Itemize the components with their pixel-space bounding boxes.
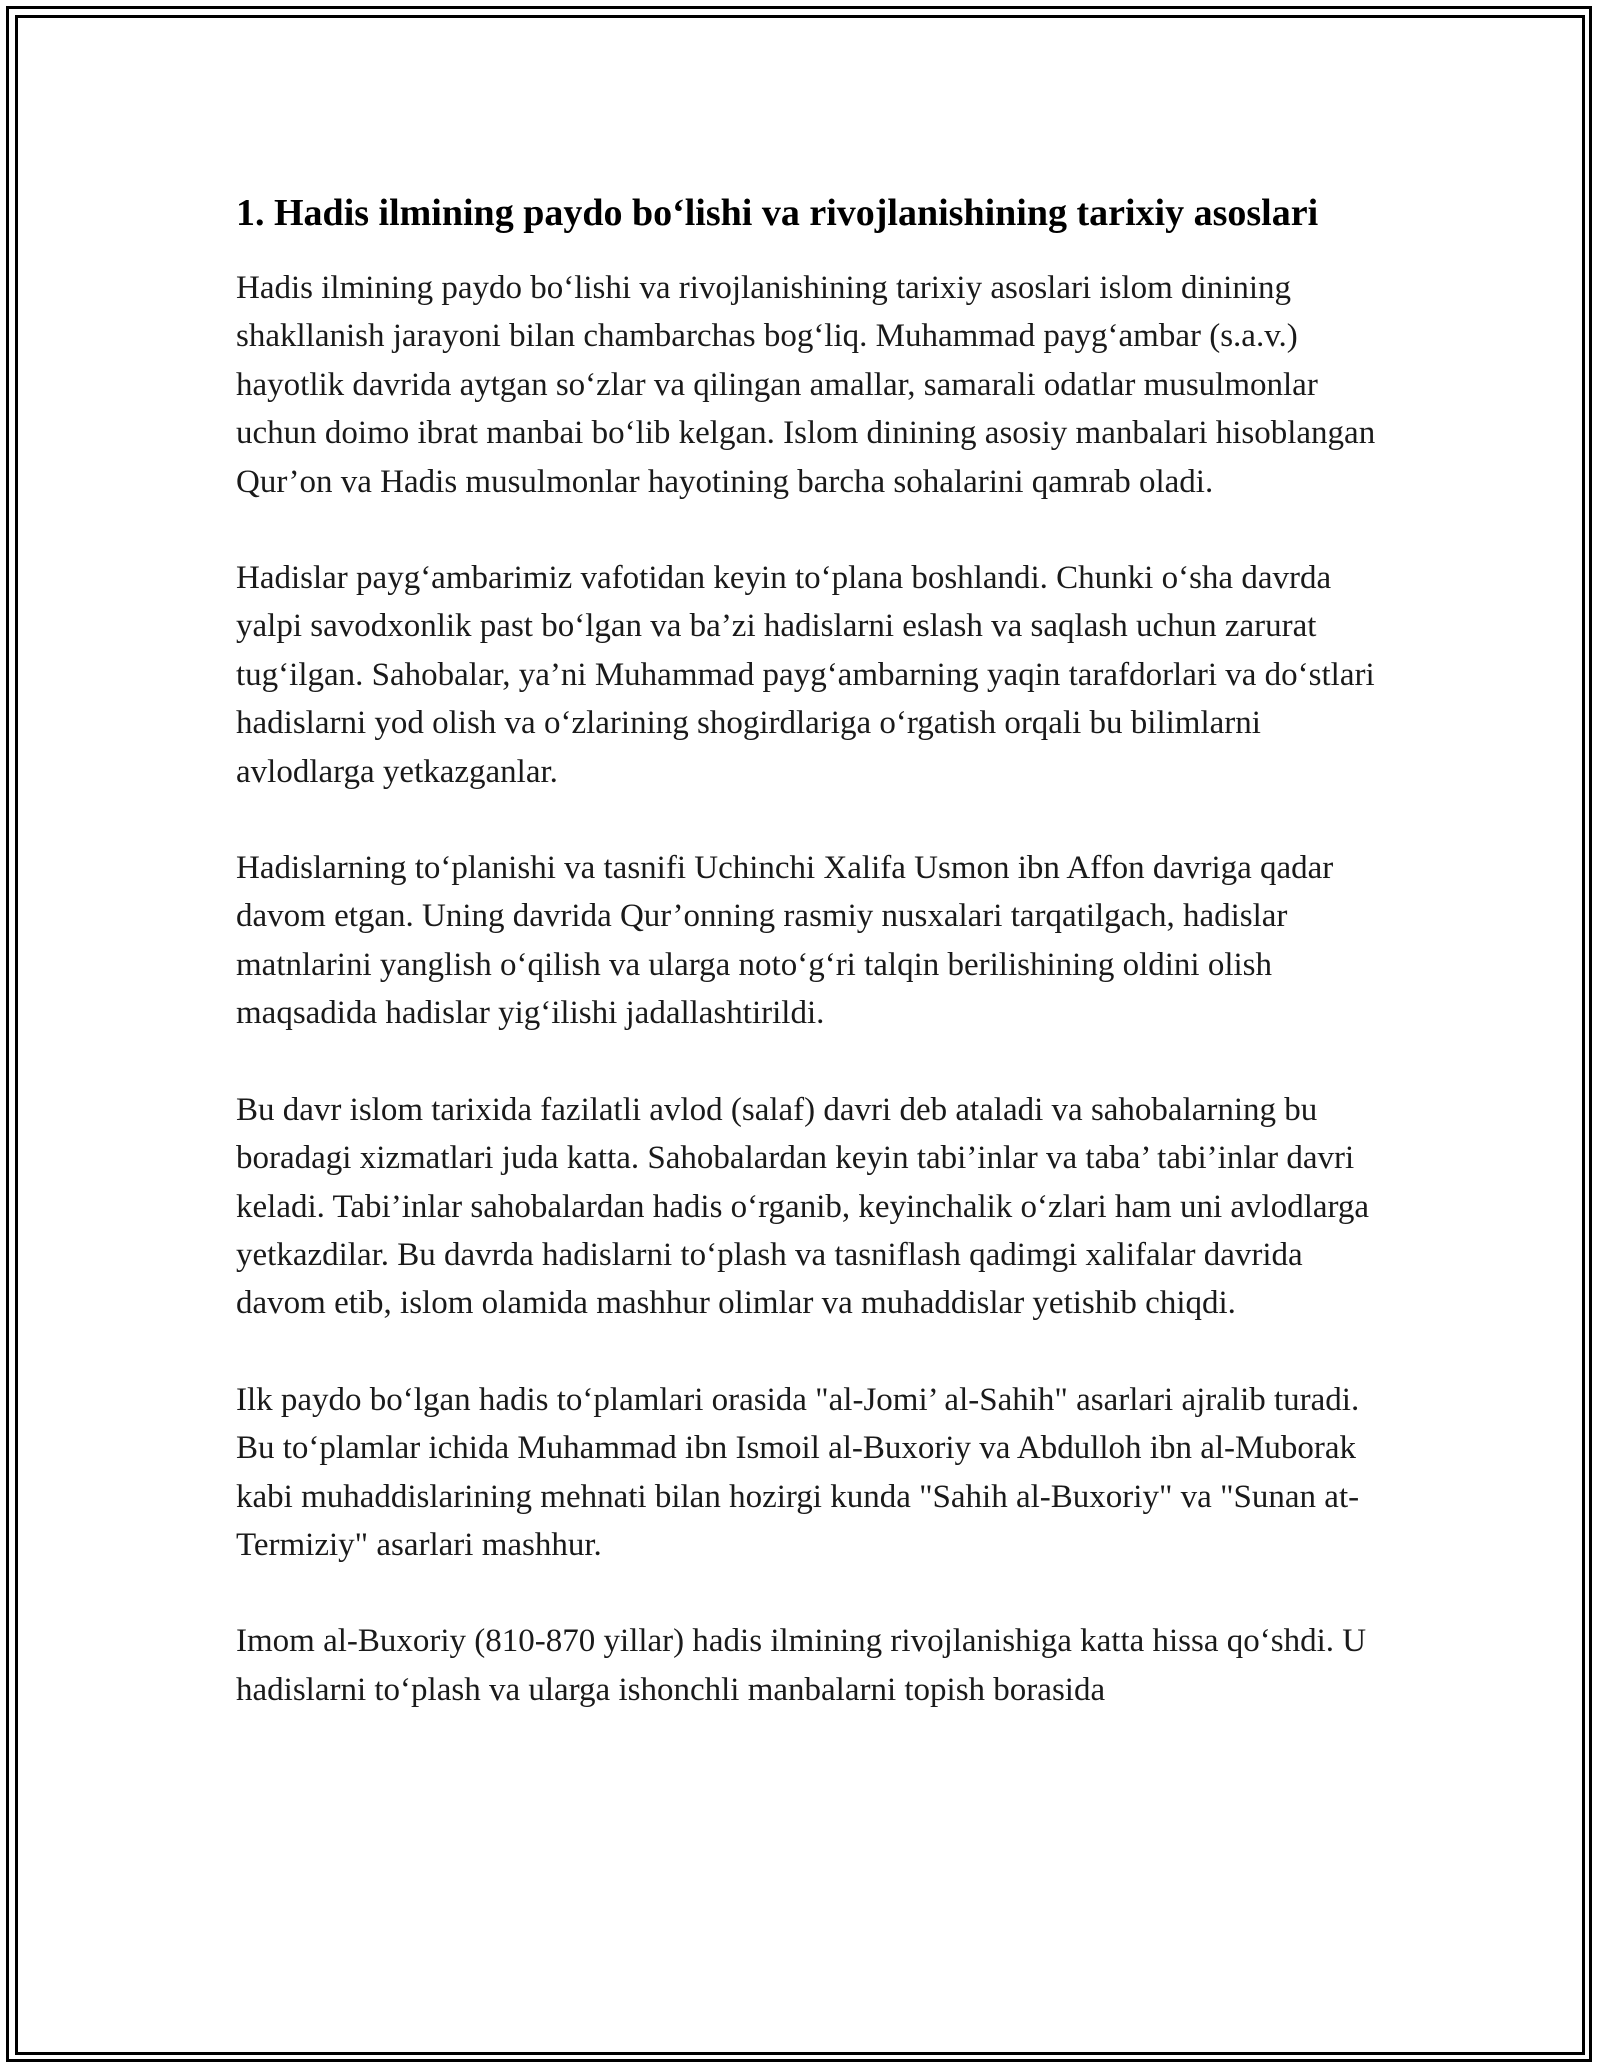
document-body bbox=[236, 186, 1376, 1714]
paragraph-6: Imom al-Buxoriy (810-870 yillar) hadis ilmining rivojlanishiga katta hissa qoʻshdi. U hadislarni toʻplash va ularga ishonchli manbalarni topish borasida bbox=[236, 1623, 1367, 1708]
section-heading: 1. Hadis ilmining paydo boʻlishi va rivojlanishining tarixiy asoslari bbox=[236, 192, 1319, 234]
paragraph-1: Hadis ilmining paydo boʻlishi va rivojlanishining tarixiy asoslari islom dinining shakllanish jarayoni bilan chambarchas bogʻliq. Muhammad paygʻambar (s.a.v.) hayotlik davrida aytgan soʻzlar va qilingan amallar, samarali odatlar musulmonlar uchun doimo ibrat manbai boʻlib kelgan. Islom dinining asosiy manbalari hisoblangan Qur’on va Hadis musulmonlar hayotining barcha sohalarini qamrab oladi. bbox=[236, 270, 1376, 500]
paragraph-3: Hadislarning toʻplanishi va tasnifi Uchinchi Xalifa Usmon ibn Affon davriga qadar davom etgan. Uning davrida Qur’onning rasmiy nusxalari tarqatilgach, hadislar matnlarini yanglish oʻqilish va ularga notoʻgʻri talqin berilishining oldini olish maqsadida hadislar yigʻilishi jadallashtirildi. bbox=[236, 850, 1334, 1032]
paragraph-4: Bu davr islom tarixida fazilatli avlod (salaf) davri deb ataladi va sahobalarning bu boradagi xizmatlari juda katta. Sahobalardan keyin tabi’inlar va taba’ tabi’inlar davri keladi. Tabi’inlar sahobalardan hadis oʻrganib, keyinchalik oʻzlari ham uni avlodlarga yetkazdilar. Bu davrda hadislarni toʻplash va tasniflash qadimgi xalifalar davrida davom etib, islom olamida mashhur olimlar va muhaddislar yetishib chiqdi. bbox=[236, 1091, 1370, 1322]
paragraph-5: Ilk paydo boʻlgan hadis toʻplamlari orasida "al-Jomi’ al-Sahih" asarlari ajralib turadi. Bu toʻplamlar ichida Muhammad ibn Ismoil al-Buxoriy va Abdulloh ibn al-Muborak kabi muhaddislarining mehnati bilan hozirgi kunda "Sahih al-Buxoriy" va "Sunan at-Termiziy" asarlari mashhur. bbox=[236, 1381, 1360, 1563]
paragraph-2: Hadislar paygʻambarimiz vafotidan keyin toʻplana boshlandi. Chunki oʻsha davrda yalpi savodxonlik past boʻlgan va ba’zi hadislarni eslash va saqlash uchun zarurat tugʻilgan. Sahobalar, ya’ni Muhammad paygʻambarning yaqin tarafdorlari va doʻstlari hadislarni yod olish va oʻzlarining shogirdlariga oʻrgatish orqali bu bilimlarni avlodlarga yetkazganlar. bbox=[236, 560, 1375, 790]
